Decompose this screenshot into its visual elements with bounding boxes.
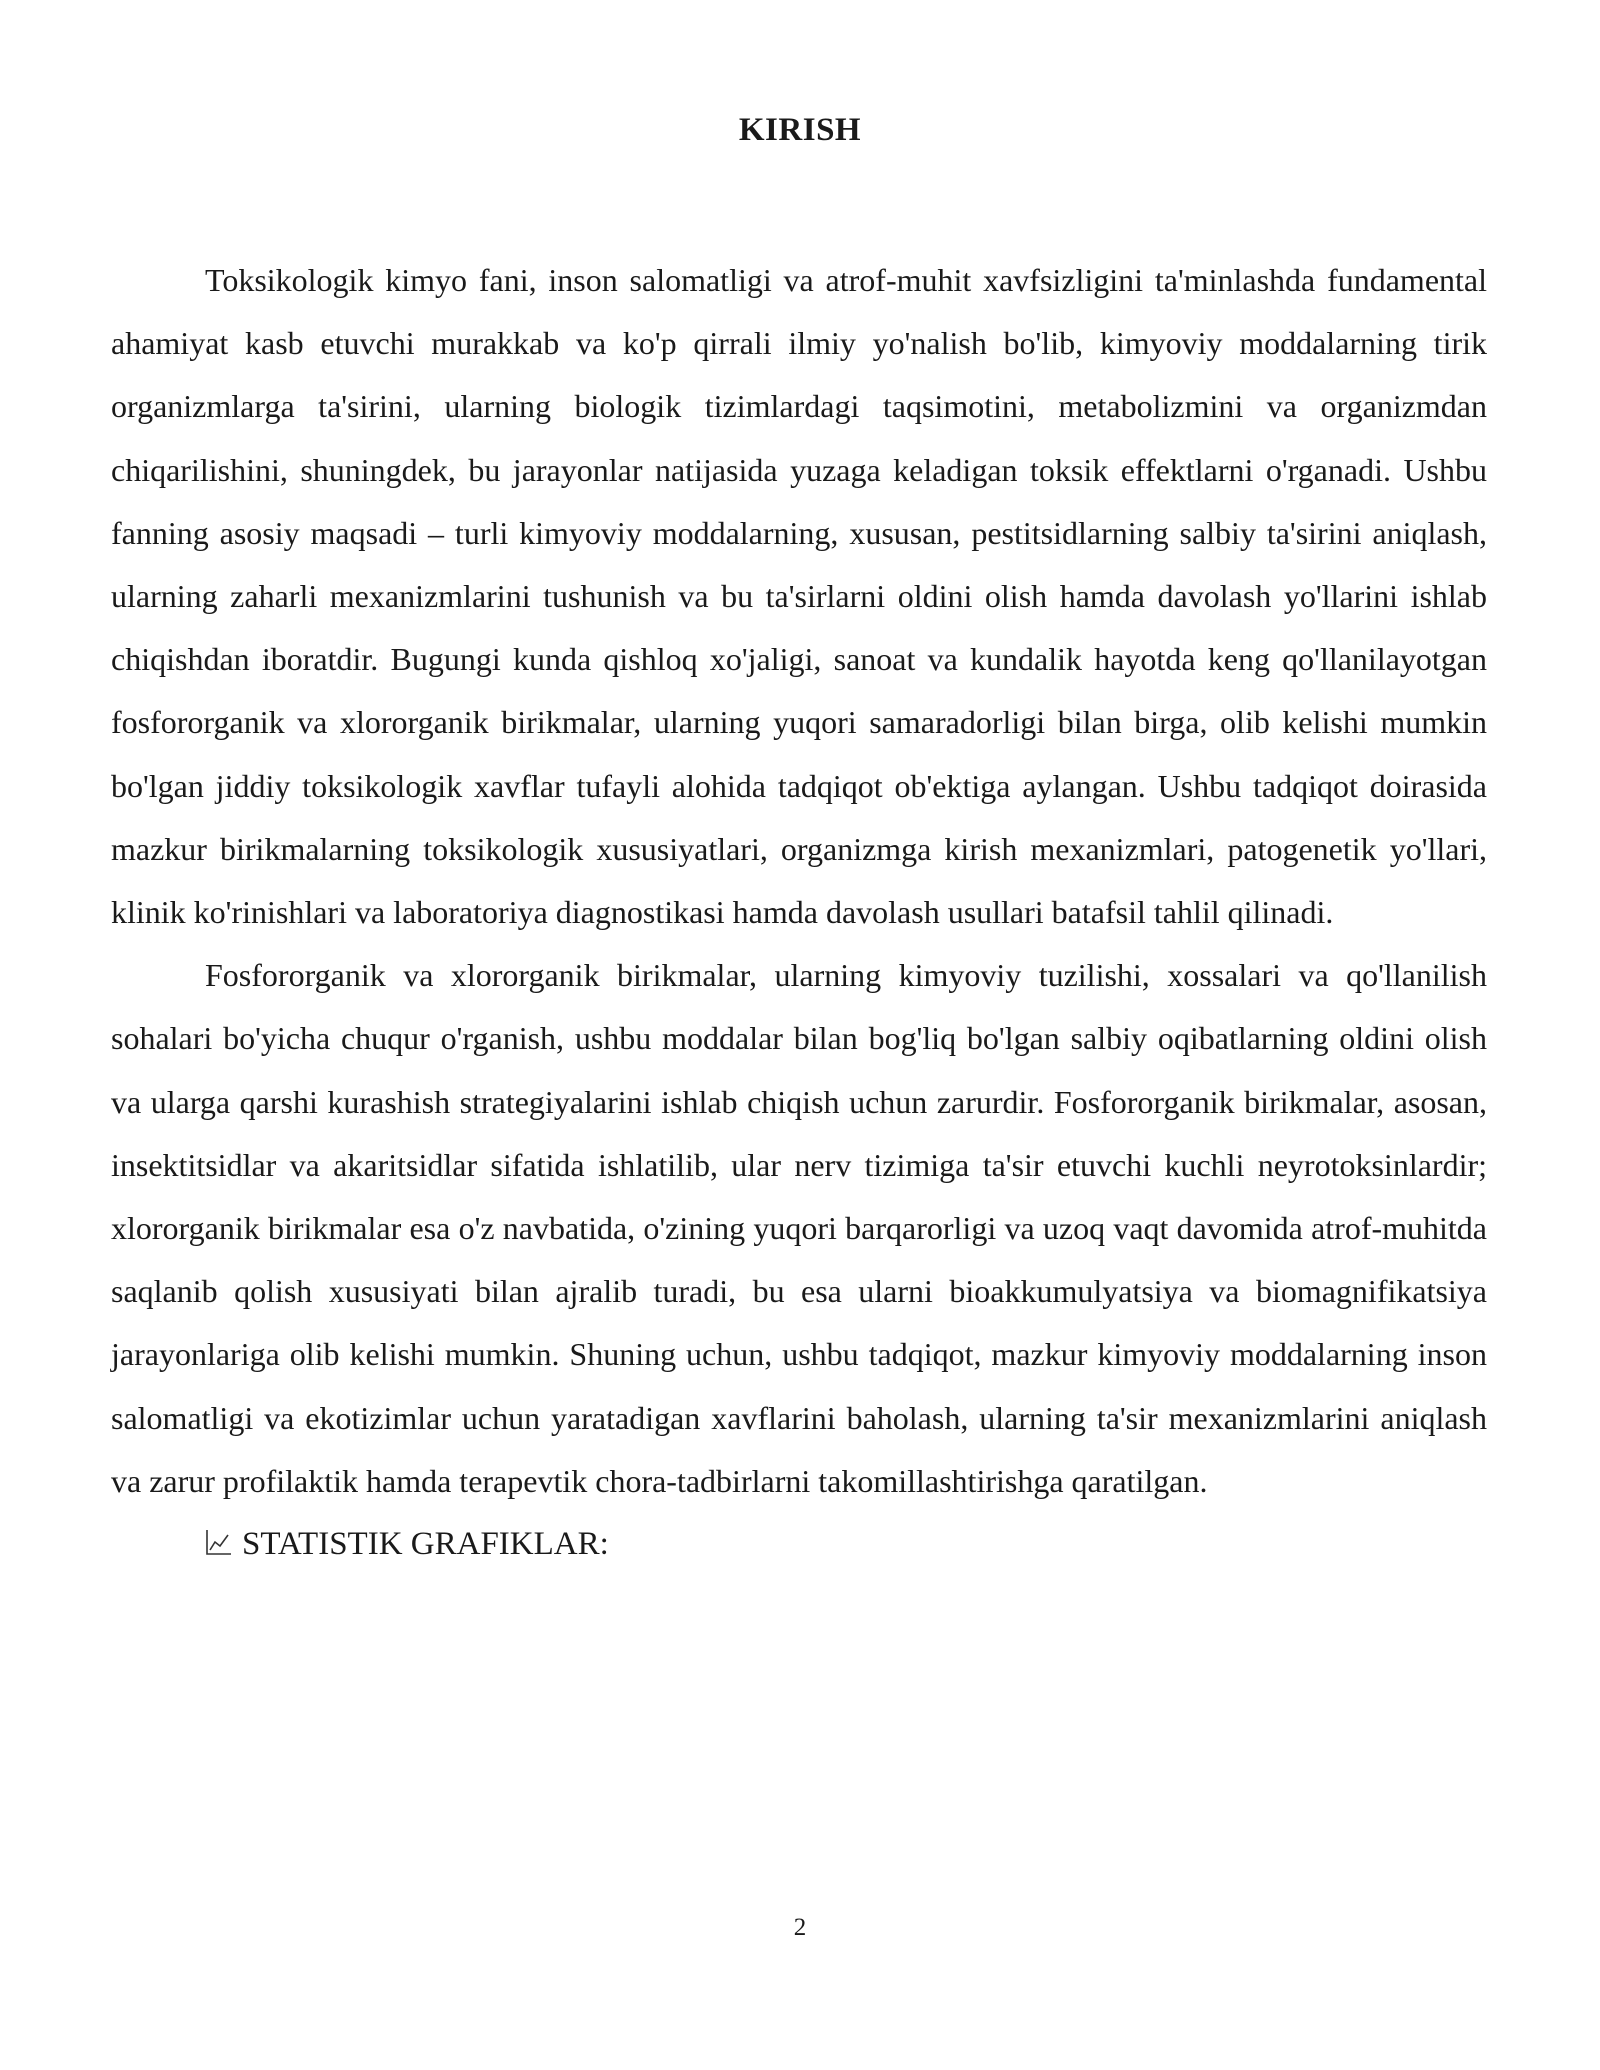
chart-increasing-icon xyxy=(205,1515,232,1542)
paragraph-2: Fosfororganik va xlororganik birikmalar, ularning kimyoviy tuzilishi, xossalari va qo'llanilish sohalari bo'yicha chuqur o'rganish, ushbu moddalar bilan bog'liq bo'lgan salbiy oqibatlarning oldini olish va ularga qarshi kurashish strategiyalarini ishlab chiqish uchun zarurdir. Fosfororganik birikmalar, asosan, insektitsidlar va akaritsidlar sifatida ishlatilib, ular nerv tizimiga ta'sir etuvchi kuchli neyrotoksinlardir; xlororganik birikmalar esa o'z navbatida, o'zining yuqori barqarorligi va uzoq vaqt davomida atrof-muhitda saqlanib qolish xususiyati bilan ajralib turadi, bu esa ularni bioakkumulyatsiya va biomagnifikatsiya jarayonlariga olib kelishi mumkin. Shuning uchun, ushbu tadqiqot, mazkur kimyoviy moddalarning inson salomatligi va ekotizimlar uchun yaratadigan xavflarini baholash, ularning ta'sir mexanizmlarini aniqlash va zarur profilaktik hamda terapevtik chora-tadbirlarni takomillashtirishga qaratilgan. xyxy=(111,957,1487,1499)
page-number: 2 xyxy=(793,1914,807,1941)
statistics-heading xyxy=(111,1513,1487,1576)
body-text xyxy=(111,249,1487,1576)
page-title: KIRISH xyxy=(738,112,862,148)
statistics-heading-label: STATISTIK GRAFIKLAR: xyxy=(242,1526,609,1563)
paragraph-1: Toksikologik kimyo fani, inson salomatligi va atrof-muhit xavfsizligini ta'minlashda fundamental ahamiyat kasb etuvchi murakkab va ko'p qirrali ilmiy yo'nalish bo'lib, kimyoviy moddalarning tirik organizmlarga ta'sirini, ularning biologik tizimlardagi taqsimotini, metabolizmini va organizmdan chiqarilishini, shuningdek, bu jarayonlar natijasida yuzaga keladigan toksik effektlarni o'rganadi. Ushbu fanning asosiy maqsadi – turli kimyoviy moddalarning, xususan, pestitsidlarning salbiy ta'sirini aniqlash, ularning zaharli mexanizmlarini tushunish va bu ta'sirlarni oldini olish hamda davolash yo'llarini ishlab chiqishdan iboratdir. Bugungi kunda qishloq xo'jaligi, sanoat va kundalik hayotda keng qo'llanilayotgan fosfororganik va xlororganik birikmalar, ularning yuqori samaradorligi bilan birga, olib kelishi mumkin bo'lgan jiddiy toksikologik xavflar tufayli alohida tadqiqot ob'ektiga aylangan. Ushbu tadqiqot doirasida mazkur birikmalarning toksikologik xususiyatlari, organizmga kirish mexanizmlari, patogenetik yo'llari, klinik ko'rinishlari va laboratoriya diagnostikasi hamda davolash usullari batafsil tahlil qilinadi. xyxy=(111,262,1487,931)
